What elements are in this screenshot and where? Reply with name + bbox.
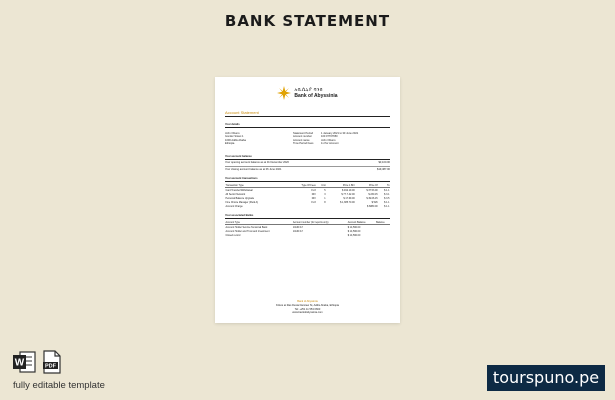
divider [225, 166, 390, 167]
table-cell: DIX [311, 192, 316, 196]
table-cell: $ 49.06.15 [366, 196, 378, 200]
balance-heading: Your account balance [225, 155, 252, 159]
divider [225, 127, 390, 128]
table-cell: Personal Balance Upgrade [225, 196, 255, 200]
field-label: Account name [293, 138, 310, 142]
divider [225, 218, 390, 219]
table-cell: $ 6880.00 [367, 204, 378, 208]
bank-statement-document [215, 77, 400, 323]
table-cell: 3 [324, 192, 326, 196]
bank-logo [225, 83, 390, 103]
customer-country: Ethiopia [225, 141, 235, 145]
column-header: Balance [376, 220, 385, 224]
accounts-table [225, 220, 390, 237]
table-cell: Card Transfer/Withdrawal [225, 188, 253, 192]
table-cell: $ 3.5 [384, 196, 390, 200]
column-header: To [386, 183, 390, 187]
field-label: Account number [293, 135, 312, 139]
field-label: Statement Period [293, 132, 314, 136]
table-cell: $ 1,385.70.00 [340, 200, 355, 204]
table-cell [292, 233, 347, 237]
table-cell: $ 37.53.00 [366, 188, 378, 192]
table-cell: Account Holder Service Tensional Bank [225, 225, 268, 229]
pdf-icon-label: PDF [45, 363, 56, 370]
field-value: John Olivero [321, 138, 336, 142]
balance-value: $19,387.00 [377, 167, 390, 171]
field-value: 1 January 2021 to 30 June 2021 [321, 132, 359, 136]
balance-label: Your opening account balance as at 01 December 2020 [225, 161, 289, 165]
field-value: 1x Per Account [321, 141, 339, 145]
accounts-heading: Your associated Banks [225, 214, 254, 218]
table-cell: 5 [324, 188, 326, 192]
customer-name: John Olivero [225, 132, 240, 136]
table-cell: $ 3.1 [384, 192, 390, 196]
bank-logo-icon [277, 86, 291, 100]
column-header: Unit [321, 183, 326, 187]
column-header: Account Type [225, 220, 240, 224]
customer-street: Gonder Street 1 [225, 135, 244, 139]
balance-label: Your closing account balance as at 06 June 2021 [225, 167, 282, 171]
transactions-heading: Your account transactions [225, 176, 258, 180]
customer-city: 1000 Addis Ababa [225, 138, 246, 142]
column-header: Account Balance [347, 220, 366, 224]
table-cell: DIX [311, 196, 316, 200]
field-label: Time Period Fees [293, 141, 314, 145]
table-cell: $ 14,560.00 [347, 233, 361, 237]
details-block [225, 132, 390, 145]
column-header: Price Of [369, 183, 378, 187]
footer-phone: Tel: +251 11 553 0663 [294, 307, 321, 311]
table-cell: Account Holder and Trust and Investment [225, 229, 270, 233]
table-cell: FUJ [311, 188, 316, 192]
table-cell: Account Charge [225, 204, 243, 208]
table-row [225, 204, 390, 208]
document-footer [225, 300, 390, 315]
word-icon-label: W [14, 357, 25, 369]
page-title: BANK STATEMENT [224, 12, 391, 30]
pdf-icon [42, 350, 62, 374]
balance-row [225, 168, 390, 171]
table-cell: $ 14,560.00 [347, 225, 361, 229]
file-format-icons [12, 350, 62, 374]
word-icon [12, 350, 36, 374]
table-row [225, 233, 390, 237]
table-cell: $ 1.1 [384, 200, 390, 204]
table-cell [376, 233, 390, 237]
table-cell: $ 1.1 [384, 188, 390, 192]
table-cell [288, 204, 317, 208]
bank-name-english: Bank of Abyssinia [294, 93, 338, 99]
table-cell: $ 14,560.00 [347, 229, 361, 233]
table-cell: Fine Choice Manager (Pack A) [225, 200, 259, 204]
divider [225, 181, 390, 182]
table-cell: $ 492.19.00 [342, 188, 355, 192]
details-heading: Your details [225, 123, 240, 126]
column-header: Account number (for reports only) [292, 220, 329, 224]
tagline: fully editable template [13, 380, 105, 391]
column-header: Price 1 Birr [342, 183, 355, 187]
table-cell: FUJ [311, 200, 316, 204]
table-cell: $ 526 [371, 200, 378, 204]
footer-bank-name: Bank of Abyssinia [297, 300, 318, 303]
table-cell: Closed record [225, 233, 241, 237]
column-header: Transaction Type [225, 183, 244, 187]
table-cell [316, 204, 326, 208]
bank-name-amharic: አቢሲኒያ ባንክ [294, 87, 323, 93]
table-cell: All Sector Network [225, 192, 246, 196]
table-cell: $ 77.7.42.00 [341, 192, 355, 196]
balance-value: $3,100.00 [378, 161, 390, 165]
column-header: Type Of Fees [301, 183, 316, 187]
footer-address: Kirkos at Ras Desta Damtew St, Addis Ababa, Ethiopia [275, 303, 339, 307]
table-cell: 10x60 A7 [292, 225, 303, 229]
table-cell: 10x60 A7 [292, 229, 303, 233]
table-cell: $ 1.1 [384, 204, 390, 208]
balance-row [225, 161, 390, 164]
table-cell: $ 17.69.00 [343, 196, 355, 200]
table-cell: $ 230.15 [368, 192, 378, 196]
transactions-table [225, 183, 390, 208]
statement-title: Account Statement [225, 110, 259, 115]
table-cell: 1 [324, 196, 326, 200]
field-value: 100 07707650 [321, 135, 338, 139]
table-cell [326, 204, 355, 208]
divider [225, 116, 390, 117]
footer-website: www.bankofabyssinia.com [292, 311, 323, 315]
brand-badge: tourspuno.pe [487, 365, 605, 391]
table-cell: 8 [324, 200, 326, 204]
